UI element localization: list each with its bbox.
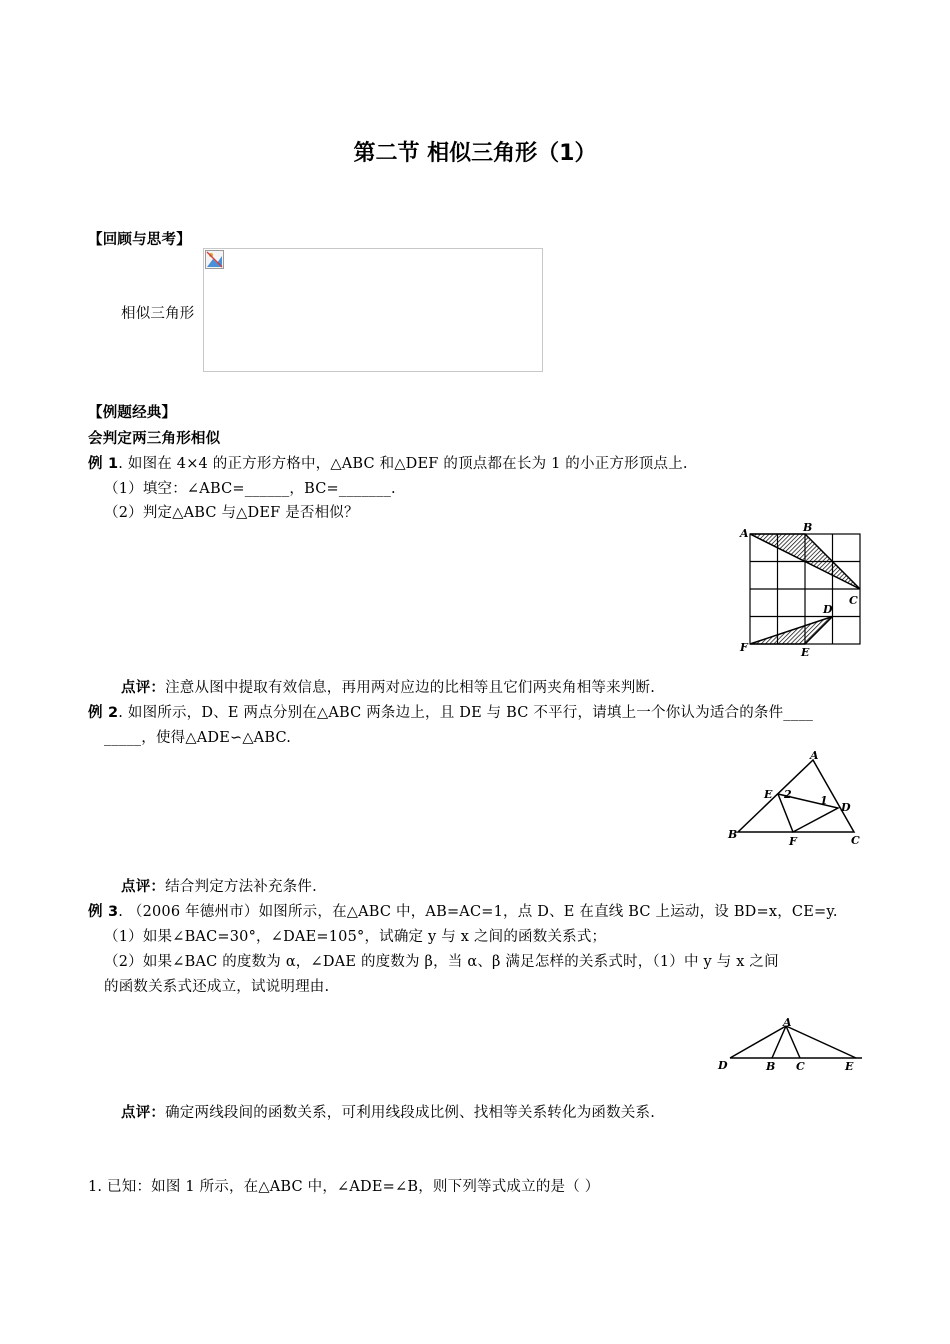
label-d: D (718, 1059, 728, 1072)
review-heading: 【回顾与思考】 (88, 232, 191, 248)
label-b: B (803, 521, 813, 534)
ex3-comment (121, 1101, 655, 1122)
examples-heading: 【例题经典】 (88, 405, 177, 421)
ex2-comment (121, 875, 317, 896)
ex1-q1: （1）填空：∠ABC=______，BC=_______. (104, 481, 396, 497)
label-d: D (841, 801, 851, 814)
ex3-comment-tag: 点评： (121, 1105, 166, 1121)
ex3-tag: 例 3 (88, 904, 119, 920)
ex2-tag: 例 2 (88, 705, 119, 721)
ex1-comment-text: 注意从图中提取有效信息，再用两对应边的比相等且它们两夹角相等来判断. (165, 680, 656, 696)
label-d: D (823, 603, 833, 616)
label-b: B (766, 1060, 776, 1073)
ex2-text2: _____，使得△ADE∽△ABC. (104, 730, 292, 746)
ex1-comment-tag: 点评： (121, 680, 166, 696)
page-title: 第二节 相似三角形（1） (353, 141, 597, 166)
ex3-line (88, 900, 838, 921)
ex2-comment-text: 结合判定方法补充条件. (165, 879, 317, 895)
ex3-text: . （2006 年德州市）如图所示，在△ABC 中，AB=AC=1，点 D、E 在直线 BC 上运动，设 BD=x，CE=y. (118, 904, 838, 920)
ex1-q2: （2）判定△ABC 与△DEF 是否相似？ (104, 505, 359, 521)
exercise-q1: 1. 已知：如图 1 所示，在△ABC 中，∠ADE=∠B，则下列等式成立的是（ ） (88, 1179, 600, 1195)
label-e: E (764, 788, 773, 801)
ex3-q1: （1）如果∠BAC=30°，∠DAE=105°，试确定 y 与 x 之间的函数关系式； (104, 929, 607, 945)
label-a: A (783, 1018, 792, 1029)
ex3-line-figure (716, 1018, 866, 1074)
triangle-def (750, 617, 833, 645)
ex3-comment-text: 确定两线段间的函数关系，可利用线段成比例、找相等关系转化为函数关系. (165, 1105, 656, 1121)
label-e: E (845, 1060, 854, 1073)
ex2-comment-tag: 点评： (121, 879, 166, 895)
ex2-text: . 如图所示，D、E 两点分别在△ABC 两条边上，且 DE 与 BC 不平行，请填上一个你认为适合的条件____ (118, 705, 814, 721)
ex3-q2b: 的函数关系式还成立，试说明理由. (104, 979, 330, 995)
ex1-tag: 例 1 (88, 456, 119, 472)
broken-image-icon (205, 250, 224, 269)
ex1-comment (121, 676, 655, 697)
ex1-text: . 如图在 4×4 的正方形方格中，△ABC 和△DEF 的顶点都在长为 1 的小正方形顶点上. (118, 456, 688, 472)
label-c: C (849, 594, 858, 607)
label-b: B (728, 828, 738, 841)
label-f: F (789, 835, 797, 848)
ex3-q2: （2）如果∠BAC 的度数为 α，∠DAE 的度数为 β，当 α、β 满足怎样的关系式时，（1）中 y 与 x 之间 (104, 954, 779, 970)
label-angle-1: 1 (820, 794, 828, 807)
ex2-line (88, 701, 813, 722)
label-a: A (810, 749, 819, 762)
ex1-line (88, 452, 688, 473)
label-c: C (796, 1060, 805, 1073)
label-a: A (740, 527, 749, 540)
examples-subheading: 会判定两三角形相似 (88, 431, 221, 447)
review-label: 相似三角形 (121, 306, 195, 322)
review-image-placeholder (203, 248, 543, 372)
label-angle-2: 2 (784, 788, 792, 801)
label-f: F (740, 641, 748, 654)
ex2-triangle-figure (726, 746, 866, 850)
label-e: E (801, 646, 810, 659)
ex1-grid-figure (736, 520, 866, 660)
label-c: C (851, 834, 860, 847)
